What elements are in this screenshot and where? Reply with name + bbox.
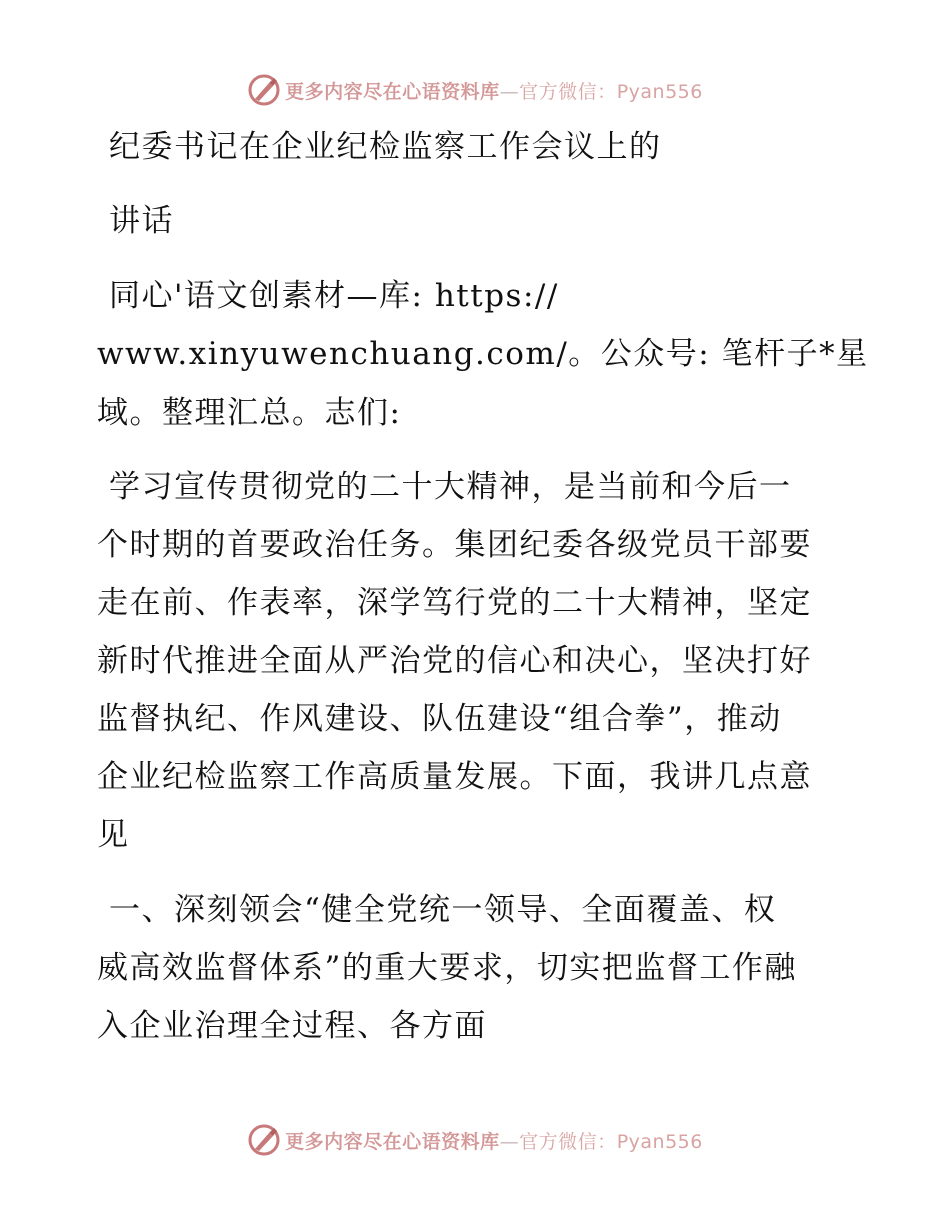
section-heading-line: 威高效监督体系”的重大要求，切实把监督工作融 <box>97 950 797 986</box>
paragraph-line: 个时期的首要政治任务。集团纪委各级党员干部要 <box>97 527 812 563</box>
source-line: 同心'语文创素材—库: https:// <box>109 278 559 314</box>
watermark-footer <box>0 1120 950 1160</box>
section-heading-line: 入企业治理全过程、各方面 <box>97 1008 487 1044</box>
title-line: 纪委书记在企业纪检监察工作会议上的 <box>109 129 662 165</box>
paragraph-line: 新时代推进全面从严治党的信心和决心，坚决打好 <box>97 643 812 679</box>
watermark-contact-label: 官方微信： <box>519 80 617 103</box>
title-line: 讲话 <box>109 203 174 239</box>
watermark-contact-label: 官方微信： <box>519 1130 617 1153</box>
watermark-separator: — <box>499 1130 520 1153</box>
paragraph-line: 企业纪检监察工作高质量发展。下面，我讲几点意 <box>97 759 812 795</box>
section-heading-line: 一、深刻领会“健全党统一领导、全面覆盖、权 <box>109 892 777 928</box>
source-line: www.xinyuwenchuang.com/。公众号: 笔杆子*星 <box>97 336 869 372</box>
watermark-brand: 更多内容尽在心语资料库 <box>285 80 500 103</box>
watermark-contact-value: Pyan556 <box>616 1130 703 1153</box>
paragraph-line: 走在前、作表率，深学笃行党的二十大精神，坚定 <box>97 585 812 621</box>
watermark-text <box>285 77 703 104</box>
watermark-contact-value: Pyan556 <box>616 80 703 103</box>
source-line: 域。整理汇总。志们: <box>97 395 402 431</box>
watermark-text <box>285 1127 703 1154</box>
pen-logo-icon <box>247 73 281 107</box>
paragraph-line: 见 <box>97 817 130 853</box>
pen-logo-icon <box>247 1123 281 1157</box>
paragraph-line: 学习宣传贯彻党的二十大精神，是当前和今后一 <box>109 469 792 505</box>
watermark-header <box>0 70 950 110</box>
paragraph-line: 监督执纪、作风建设、队伍建设“组合拳”，推动 <box>97 701 782 737</box>
watermark-brand: 更多内容尽在心语资料库 <box>285 1130 500 1153</box>
watermark-separator: — <box>499 80 520 103</box>
